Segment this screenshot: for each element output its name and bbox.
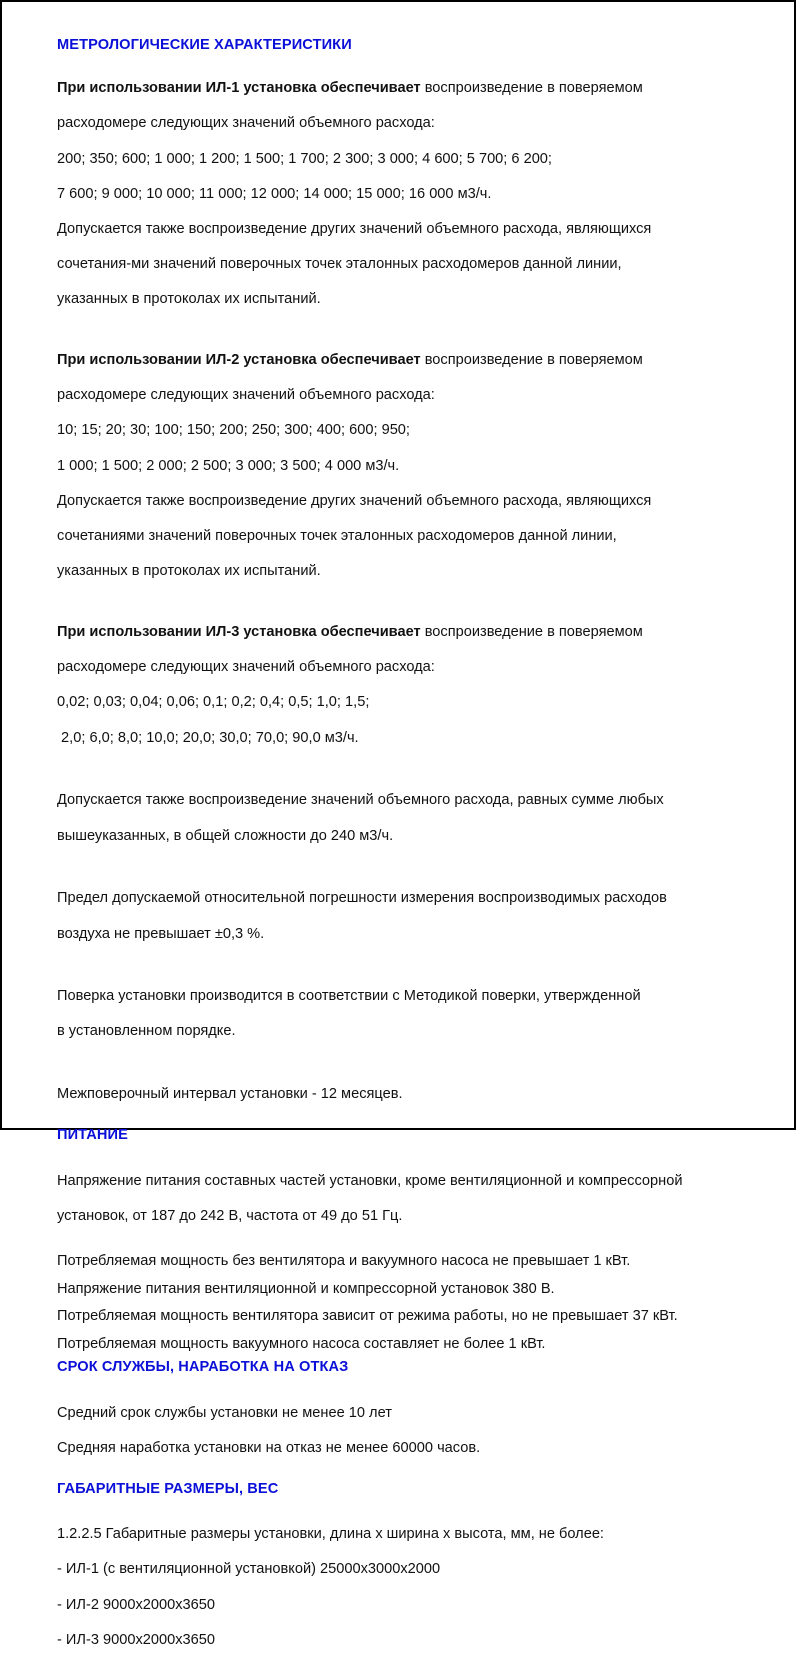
il3-values-2: 2,0; 6,0; 8,0; 10,0; 20,0; 30,0; 70,0; 90,0 м3/ч.	[57, 729, 359, 746]
paragraph-interval	[57, 1069, 757, 1122]
il3-line2: расходомере следующих значений объемного расхода:	[57, 659, 435, 676]
il3-lead-rest: воспроизведение в поверяемом	[420, 624, 643, 640]
paragraph-dimensions	[57, 1509, 757, 1667]
il3-lead-bold: При использовании ИЛ-3 установка обеспечивает	[57, 624, 421, 640]
paragraph-power-fan: Потребляемая мощность вентилятора зависит от режима работы, но не превышает 37 кВт.	[57, 1308, 678, 1325]
il1-lead-bold: При использовании ИЛ-1 установка обеспечивает	[57, 80, 421, 97]
il2-note-3: указанных в протоколах их испытаний.	[57, 563, 321, 580]
il3-values-1: 0,02; 0,03; 0,04; 0,06; 0,1; 0,2; 0,4; 0,5; 1,0; 1,5;	[57, 694, 370, 711]
il1-values-1: 200; 350; 600; 1 000; 1 200; 1 500; 1 700; 2 300; 3 000; 4 600; 5 700; 6 200;	[57, 150, 552, 167]
il1-line2: расходомере следующих значений объемного расхода:	[57, 115, 435, 132]
error-limit-1: Предел допускаемой относительной погрешности измерения воспроизводимых расходов	[57, 890, 667, 907]
il2-lead	[57, 352, 757, 370]
paragraph-lifetime	[57, 1387, 757, 1475]
lifetime-service: Средний срок службы установки не менее 10 лет	[57, 1404, 392, 1421]
il1-note-3: указанных в протоколах их испытаний.	[57, 291, 321, 308]
paragraph-il2	[57, 335, 757, 599]
paragraph-il1	[57, 63, 757, 327]
dimensions-item-il3: - ИЛ-3 9000х2000х3650	[57, 1631, 216, 1648]
sum-note-2: вышеуказанных, в общей сложности до 240 м3/ч.	[57, 827, 394, 844]
lifetime-mtbf: Средняя наработка установки на отказ не менее 60000 часов.	[57, 1439, 481, 1456]
il2-note-2: сочетаниями значений поверочных точек эталонных расходомеров данной линии,	[57, 528, 617, 545]
dimensions-intro: 1.2.2.5 Габаритные размеры установки, длина х ширина х высота, мм, не более:	[57, 1526, 604, 1543]
il3-lead	[57, 624, 757, 642]
dimensions-item-il1: - ИЛ-1 (с вентиляционной установкой) 25000х3000х2000	[57, 1561, 441, 1578]
verification-1: Поверка установки производится в соответствии с Методикой поверки, утвержденной	[57, 988, 641, 1005]
heading-power: ПИТАНИЕ	[57, 1127, 128, 1144]
paragraph-power-pump: Потребляемая мощность вакуумного насоса составляет не более 1 кВт.	[57, 1335, 546, 1352]
error-limit-2: воздуха не превышает ±0,3 %.	[57, 925, 265, 942]
il1-lead-rest: воспроизведение в поверяемом	[420, 80, 643, 97]
power-voltage-1: Напряжение питания составных частей установки, кроме вентиляционной и компрессорной	[57, 1172, 683, 1189]
document-content	[57, 37, 757, 1675]
paragraph-power-voltage	[57, 1155, 757, 1243]
verification-2: в установленном порядке.	[57, 1023, 236, 1040]
paragraph-error-limit	[57, 873, 757, 961]
sum-note-1: Допускается также воспроизведение значений объемного расхода, равных сумме любых	[57, 792, 664, 809]
il1-note-2: сочетания-ми значений поверочных точек эталонных расходомеров данной линии,	[57, 256, 622, 273]
paragraph-verification	[57, 971, 757, 1059]
heading-metrology: МЕТРОЛОГИЧЕСКИЕ ХАРАКТЕРИСТИКИ	[57, 37, 352, 53]
dimensions-item-il2: - ИЛ-2 9000х2000х3650	[57, 1596, 216, 1613]
power-voltage-2: установок, от 187 до 242 В, частота от 49 до 51 Гц.	[57, 1207, 403, 1224]
paragraph-il3	[57, 606, 757, 764]
il2-note-1: Допускается также воспроизведение других значений объемного расхода, являющихся	[57, 492, 652, 509]
paragraph-sum-note	[57, 775, 757, 863]
il2-values-1: 10; 15; 20; 30; 100; 150; 200; 250; 300; 400; 600; 950;	[57, 422, 410, 439]
interval: Межповерочный интервал установки - 12 месяцев.	[57, 1086, 403, 1103]
heading-lifetime: СРОК СЛУЖБЫ, НАРАБОТКА НА ОТКАЗ	[57, 1359, 349, 1376]
heading-dimensions: ГАБАРИТНЫЕ РАЗМЕРЫ, ВЕС	[57, 1480, 279, 1497]
il2-lead-bold: При использовании ИЛ-2 установка обеспечивает	[57, 352, 421, 369]
il2-lead-rest: воспроизведение в поверяемом	[420, 352, 643, 369]
il1-note-1: Допускается также воспроизведение других значений объемного расхода, являющихся	[57, 220, 652, 237]
il2-line2: расходомере следующих значений объемного расхода:	[57, 387, 435, 404]
paragraph-power-vent-voltage: Напряжение питания вентиляционной и компрессорной установок 380 В.	[57, 1280, 555, 1297]
il1-lead	[57, 80, 757, 98]
il2-values-2: 1 000; 1 500; 2 000; 2 500; 3 000; 3 500; 4 000 м3/ч.	[57, 457, 400, 474]
paragraph-power-consumption: Потребляемая мощность без вентилятора и вакуумного насоса не превышает 1 кВт.	[57, 1253, 631, 1269]
il1-values-2: 7 600; 9 000; 10 000; 11 000; 12 000; 14 000; 15 000; 16 000 м3/ч.	[57, 185, 492, 202]
